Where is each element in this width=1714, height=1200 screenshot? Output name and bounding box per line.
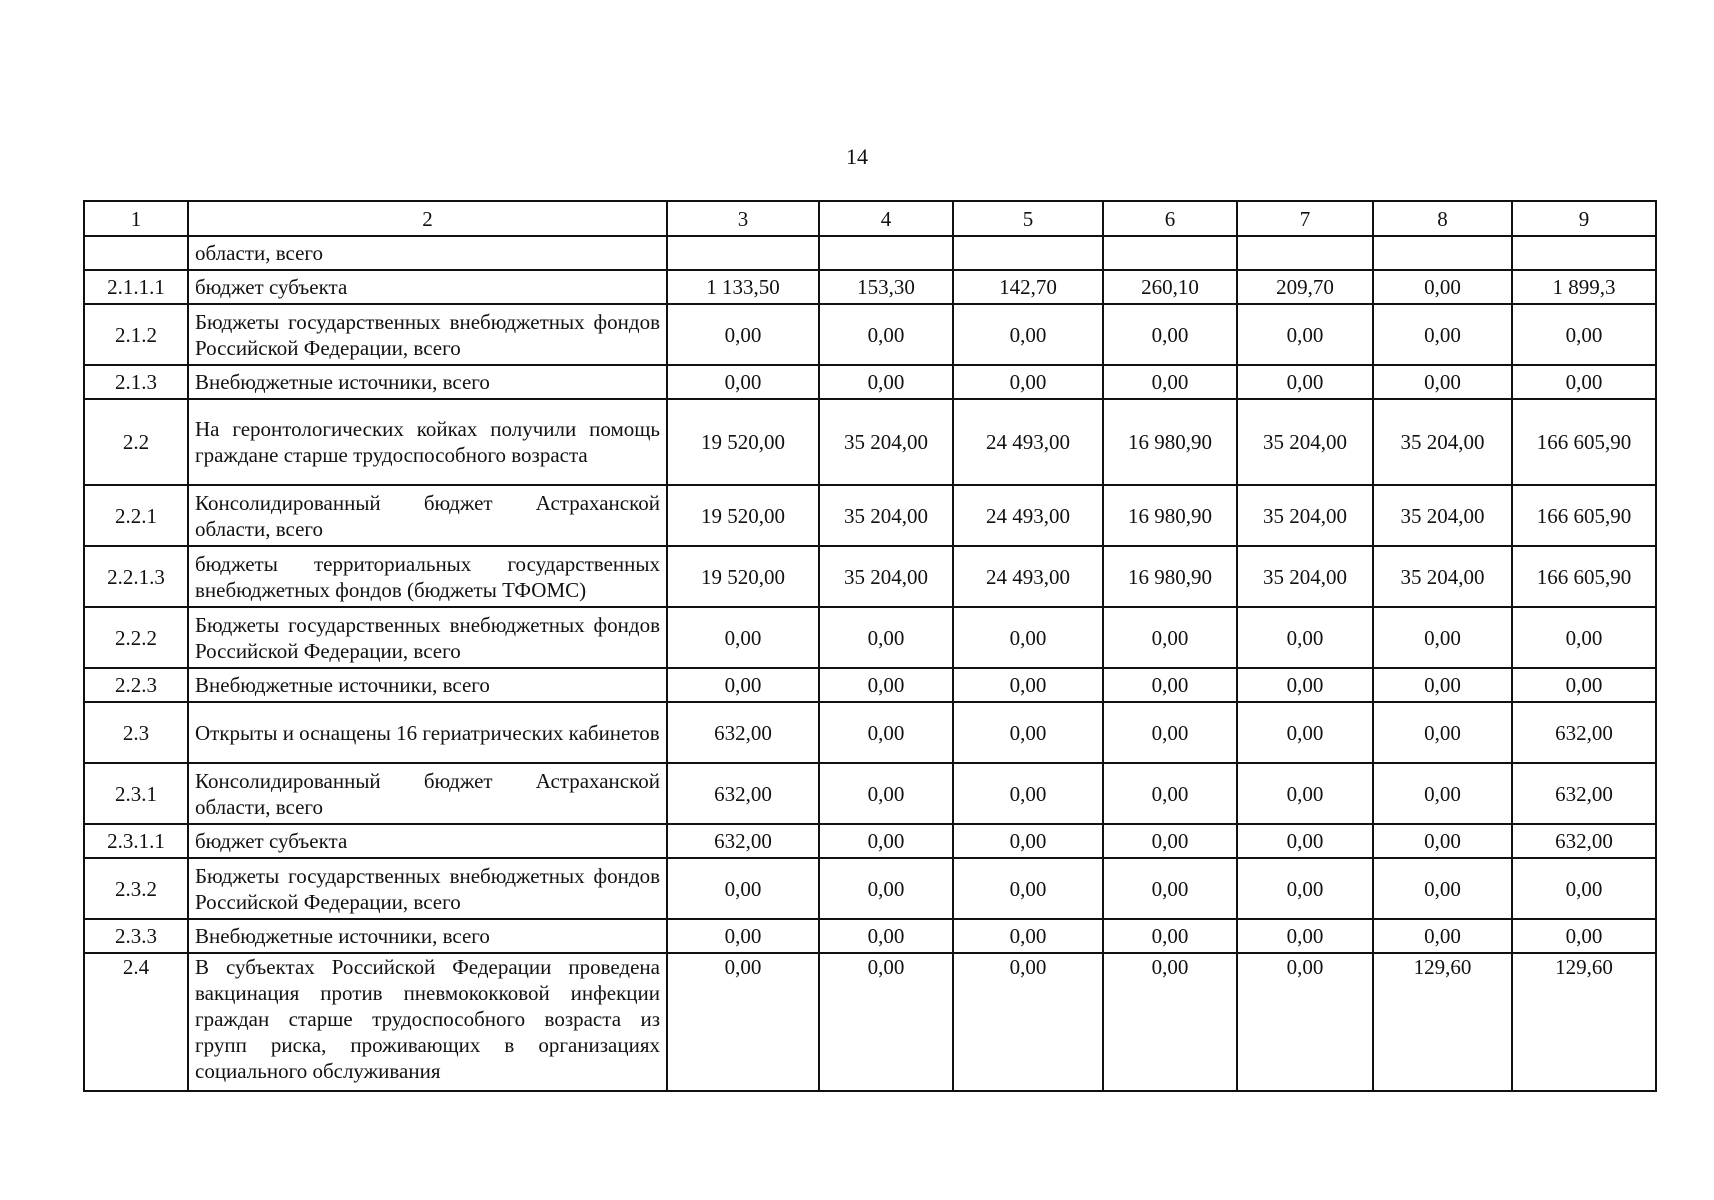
value-cell: 0,00 xyxy=(1373,270,1512,304)
table-header xyxy=(84,201,1656,236)
row-description: бюджеты территориальных государственных внебюджетных фондов (бюджеты ТФОМС) xyxy=(188,546,667,607)
row-code: 2.2 xyxy=(84,399,188,485)
value-cell: 632,00 xyxy=(667,702,819,763)
value-cell: 0,00 xyxy=(819,953,953,1091)
value-cell: 0,00 xyxy=(819,919,953,953)
row-code: 2.3.2 xyxy=(84,858,188,919)
value-cell: 0,00 xyxy=(1512,919,1656,953)
value-cell xyxy=(953,236,1103,270)
value-cell: 632,00 xyxy=(1512,763,1656,824)
value-cell: 0,00 xyxy=(1373,824,1512,858)
value-cell: 16 980,90 xyxy=(1103,546,1237,607)
value-cell: 0,00 xyxy=(1237,858,1373,919)
value-cell: 0,00 xyxy=(1103,365,1237,399)
value-cell: 209,70 xyxy=(1237,270,1373,304)
header-cell: 6 xyxy=(1103,201,1237,236)
value-cell: 0,00 xyxy=(1103,668,1237,702)
page-number: 14 xyxy=(846,144,868,169)
value-cell: 0,00 xyxy=(667,304,819,365)
value-cell: 0,00 xyxy=(1103,858,1237,919)
value-cell: 632,00 xyxy=(1512,702,1656,763)
row-code: 2.2.1 xyxy=(84,485,188,546)
value-cell: 632,00 xyxy=(667,763,819,824)
row-description: Консолидированный бюджет Астраханской области, всего xyxy=(188,763,667,824)
value-cell: 0,00 xyxy=(953,304,1103,365)
value-cell: 260,10 xyxy=(1103,270,1237,304)
value-cell: 0,00 xyxy=(819,824,953,858)
value-cell: 0,00 xyxy=(1237,607,1373,668)
table-row xyxy=(84,485,1656,546)
table-row xyxy=(84,270,1656,304)
row-code: 2.4 xyxy=(84,953,188,1091)
value-cell: 142,70 xyxy=(953,270,1103,304)
row-code: 2.1.3 xyxy=(84,365,188,399)
value-cell: 35 204,00 xyxy=(819,546,953,607)
row-description: Бюджеты государственных внебюджетных фондов Российской Федерации, всего xyxy=(188,607,667,668)
value-cell: 0,00 xyxy=(953,365,1103,399)
value-cell: 0,00 xyxy=(1103,304,1237,365)
value-cell: 35 204,00 xyxy=(1237,399,1373,485)
row-description: области, всего xyxy=(188,236,667,270)
value-cell: 0,00 xyxy=(1237,763,1373,824)
value-cell: 16 980,90 xyxy=(1103,399,1237,485)
value-cell: 0,00 xyxy=(1103,824,1237,858)
row-code: 2.2.2 xyxy=(84,607,188,668)
row-description: На геронтологических койках получили помощь граждане старше трудоспособного возраста xyxy=(188,399,667,485)
value-cell: 0,00 xyxy=(953,824,1103,858)
value-cell: 0,00 xyxy=(1237,668,1373,702)
row-description: Внебюджетные источники, всего xyxy=(188,668,667,702)
header-cell: 4 xyxy=(819,201,953,236)
value-cell: 632,00 xyxy=(1512,824,1656,858)
value-cell: 129,60 xyxy=(1373,953,1512,1091)
value-cell: 0,00 xyxy=(1103,607,1237,668)
row-description: Внебюджетные источники, всего xyxy=(188,365,667,399)
value-cell: 0,00 xyxy=(1237,953,1373,1091)
table-row xyxy=(84,763,1656,824)
value-cell: 632,00 xyxy=(667,824,819,858)
value-cell: 19 520,00 xyxy=(667,485,819,546)
value-cell xyxy=(667,236,819,270)
budget-table xyxy=(83,200,1657,1092)
value-cell: 0,00 xyxy=(1373,919,1512,953)
value-cell: 0,00 xyxy=(1237,304,1373,365)
value-cell: 0,00 xyxy=(1373,702,1512,763)
value-cell: 0,00 xyxy=(667,919,819,953)
value-cell: 0,00 xyxy=(667,365,819,399)
value-cell: 24 493,00 xyxy=(953,399,1103,485)
table-row xyxy=(84,546,1656,607)
value-cell: 0,00 xyxy=(667,668,819,702)
value-cell: 0,00 xyxy=(1512,365,1656,399)
value-cell: 35 204,00 xyxy=(819,399,953,485)
value-cell: 24 493,00 xyxy=(953,485,1103,546)
value-cell: 0,00 xyxy=(819,763,953,824)
value-cell: 16 980,90 xyxy=(1103,485,1237,546)
value-cell: 166 605,90 xyxy=(1512,546,1656,607)
row-description: Открыты и оснащены 16 гериатрических кабинетов xyxy=(188,702,667,763)
header-cell: 8 xyxy=(1373,201,1512,236)
value-cell: 1 899,3 xyxy=(1512,270,1656,304)
row-description: бюджет субъекта xyxy=(188,824,667,858)
table-row xyxy=(84,953,1656,1091)
table-row xyxy=(84,858,1656,919)
value-cell: 35 204,00 xyxy=(819,485,953,546)
value-cell: 0,00 xyxy=(667,953,819,1091)
value-cell: 35 204,00 xyxy=(1373,485,1512,546)
header-cell: 3 xyxy=(667,201,819,236)
value-cell: 35 204,00 xyxy=(1237,485,1373,546)
value-cell: 0,00 xyxy=(819,607,953,668)
row-description: Бюджеты государственных внебюджетных фондов Российской Федерации, всего xyxy=(188,304,667,365)
value-cell: 0,00 xyxy=(1373,304,1512,365)
value-cell: 0,00 xyxy=(1103,953,1237,1091)
value-cell: 0,00 xyxy=(819,304,953,365)
value-cell: 0,00 xyxy=(819,858,953,919)
value-cell: 0,00 xyxy=(1237,365,1373,399)
value-cell: 0,00 xyxy=(1512,858,1656,919)
value-cell: 0,00 xyxy=(953,668,1103,702)
value-cell: 0,00 xyxy=(1373,668,1512,702)
value-cell: 0,00 xyxy=(953,763,1103,824)
value-cell: 166 605,90 xyxy=(1512,485,1656,546)
value-cell: 0,00 xyxy=(953,919,1103,953)
header-row xyxy=(84,201,1656,236)
value-cell: 0,00 xyxy=(1103,763,1237,824)
table-row xyxy=(84,365,1656,399)
row-description: Бюджеты государственных внебюджетных фондов Российской Федерации, всего xyxy=(188,858,667,919)
table-row xyxy=(84,702,1656,763)
value-cell xyxy=(1237,236,1373,270)
value-cell: 0,00 xyxy=(1103,919,1237,953)
value-cell: 0,00 xyxy=(1237,824,1373,858)
table-row xyxy=(84,236,1656,270)
header-cell: 2 xyxy=(188,201,667,236)
value-cell: 0,00 xyxy=(953,607,1103,668)
header-cell: 9 xyxy=(1512,201,1656,236)
header-cell: 1 xyxy=(84,201,188,236)
header-cell: 7 xyxy=(1237,201,1373,236)
row-code: 2.1.2 xyxy=(84,304,188,365)
row-code: 2.3.1 xyxy=(84,763,188,824)
value-cell xyxy=(1373,236,1512,270)
value-cell: 0,00 xyxy=(819,668,953,702)
header-cell: 5 xyxy=(953,201,1103,236)
value-cell: 0,00 xyxy=(1237,919,1373,953)
row-description: Внебюджетные источники, всего xyxy=(188,919,667,953)
value-cell: 35 204,00 xyxy=(1373,399,1512,485)
value-cell: 0,00 xyxy=(1512,607,1656,668)
table-row xyxy=(84,824,1656,858)
value-cell: 0,00 xyxy=(1373,858,1512,919)
row-code: 2.3.1.1 xyxy=(84,824,188,858)
value-cell: 0,00 xyxy=(953,858,1103,919)
value-cell: 35 204,00 xyxy=(1373,546,1512,607)
value-cell xyxy=(819,236,953,270)
value-cell: 0,00 xyxy=(819,365,953,399)
value-cell: 19 520,00 xyxy=(667,399,819,485)
row-description: В субъектах Российской Федерации проведена вакцинация против пневмококковой инфекции граждан старше трудоспособного возраста из групп риска, проживающих в организациях социального обслуживания xyxy=(188,953,667,1091)
row-description: бюджет субъекта xyxy=(188,270,667,304)
value-cell xyxy=(1103,236,1237,270)
table-row xyxy=(84,399,1656,485)
value-cell: 0,00 xyxy=(667,607,819,668)
table-row xyxy=(84,304,1656,365)
table-body xyxy=(84,236,1656,1091)
value-cell: 129,60 xyxy=(1512,953,1656,1091)
value-cell: 0,00 xyxy=(1512,668,1656,702)
value-cell: 0,00 xyxy=(667,858,819,919)
row-code: 2.2.3 xyxy=(84,668,188,702)
value-cell: 153,30 xyxy=(819,270,953,304)
value-cell: 1 133,50 xyxy=(667,270,819,304)
value-cell: 0,00 xyxy=(1373,365,1512,399)
value-cell: 0,00 xyxy=(953,702,1103,763)
value-cell: 0,00 xyxy=(953,953,1103,1091)
row-code: 2.1.1.1 xyxy=(84,270,188,304)
row-code: 2.3 xyxy=(84,702,188,763)
value-cell: 19 520,00 xyxy=(667,546,819,607)
row-description: Консолидированный бюджет Астраханской области, всего xyxy=(188,485,667,546)
value-cell: 0,00 xyxy=(1237,702,1373,763)
value-cell xyxy=(1512,236,1656,270)
table-row xyxy=(84,919,1656,953)
table-row xyxy=(84,607,1656,668)
table-row xyxy=(84,668,1656,702)
row-code xyxy=(84,236,188,270)
value-cell: 24 493,00 xyxy=(953,546,1103,607)
value-cell: 0,00 xyxy=(1103,702,1237,763)
value-cell: 0,00 xyxy=(1373,763,1512,824)
row-code: 2.2.1.3 xyxy=(84,546,188,607)
value-cell: 0,00 xyxy=(1373,607,1512,668)
value-cell: 35 204,00 xyxy=(1237,546,1373,607)
row-code: 2.3.3 xyxy=(84,919,188,953)
value-cell: 0,00 xyxy=(819,702,953,763)
value-cell: 0,00 xyxy=(1512,304,1656,365)
value-cell: 166 605,90 xyxy=(1512,399,1656,485)
